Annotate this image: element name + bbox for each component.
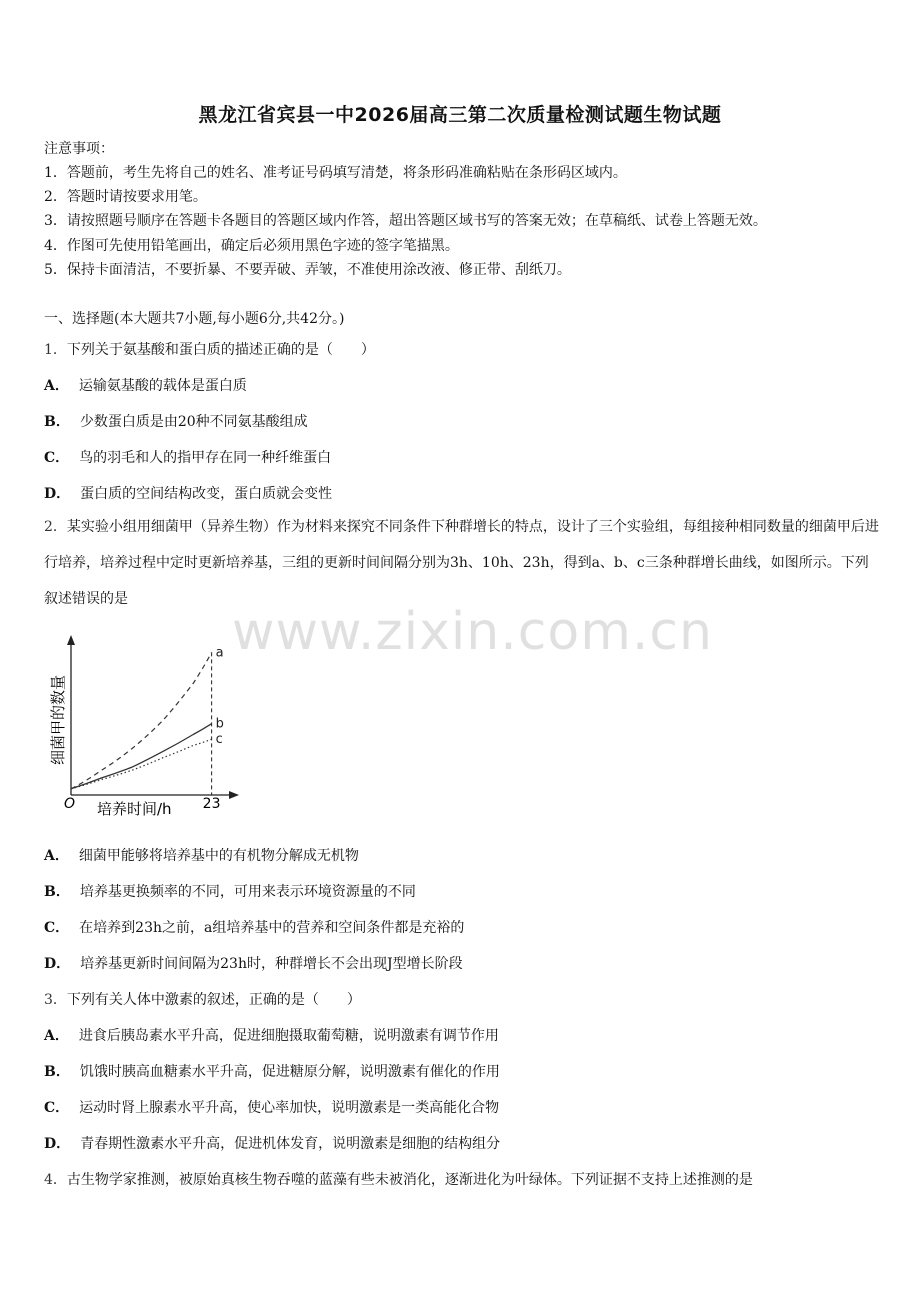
q1-option-a bbox=[44, 375, 247, 395]
notice-item: 2．答题时请按要求用笔。 bbox=[44, 189, 207, 206]
q3-option-b bbox=[44, 1061, 500, 1081]
option-letter: C． bbox=[44, 450, 70, 466]
option-letter: C． bbox=[44, 920, 70, 936]
option-text: 蛋白质的空间结构改变，蛋白质就会变性 bbox=[80, 486, 333, 502]
option-letter: C． bbox=[44, 1100, 70, 1116]
option-text: 培养基更换频率的不同，可用来表示环境资源量的不同 bbox=[79, 884, 416, 900]
option-text: 鸟的羽毛和人的指甲存在同一种纤维蛋白 bbox=[79, 450, 332, 466]
q1-option-d bbox=[44, 483, 332, 503]
x-axis-label: 培养时间/h bbox=[97, 800, 172, 818]
q2-option-a bbox=[44, 845, 359, 865]
option-letter: D． bbox=[44, 956, 71, 972]
q2-option-c bbox=[44, 917, 464, 937]
q3-option-a bbox=[44, 1025, 499, 1045]
option-text: 在培养到23h之前，a组培养基中的营养和空间条件都是充裕的 bbox=[79, 920, 465, 936]
q2-option-b bbox=[44, 881, 416, 901]
series-b-label: b bbox=[215, 716, 224, 732]
option-text: 运输氨基酸的载体是蛋白质 bbox=[78, 378, 247, 394]
question-number: 2． bbox=[44, 519, 67, 535]
question-4-stem bbox=[44, 1169, 753, 1189]
q1-option-c bbox=[44, 447, 331, 467]
q3-option-d bbox=[44, 1133, 500, 1153]
y-axis-label: 细菌甲的数量 bbox=[49, 674, 67, 766]
option-letter: D． bbox=[44, 1136, 71, 1152]
notice-item: 3．请按照题号顺序在答题卡各题目的答题区域内作答，超出答题区域书写的答案无效；在草稿纸、试卷上答题无效。 bbox=[44, 213, 767, 230]
option-text: 进食后胰岛素水平升高，促进细胞摄取葡萄糖，说明激素有调节作用 bbox=[78, 1028, 499, 1044]
option-text: 少数蛋白质是由20种不同氨基酸组成 bbox=[79, 414, 308, 430]
option-letter: A． bbox=[44, 848, 69, 864]
option-text: 运动时肾上腺素水平升高，使心率加快，说明激素是一类高能化合物 bbox=[79, 1100, 500, 1116]
question-3-stem bbox=[44, 989, 361, 1009]
notice-item: 4．作图可先使用铅笔画出，确定后必须用黑色字迹的签字笔描黑。 bbox=[44, 237, 459, 254]
watermark: www.zixin.com.cn bbox=[232, 602, 713, 662]
question-text: 下列有关人体中激素的叙述，正确的是（ ） bbox=[66, 992, 361, 1008]
series-a-line bbox=[71, 652, 212, 788]
q2-option-d bbox=[44, 953, 463, 973]
question-number: 3． bbox=[44, 992, 67, 1008]
option-letter: B． bbox=[44, 884, 70, 900]
option-letter: B． bbox=[44, 414, 70, 430]
population-growth-chart bbox=[40, 630, 250, 830]
option-letter: A． bbox=[44, 378, 69, 394]
question-2-stem bbox=[44, 509, 880, 617]
option-letter: A． bbox=[44, 1028, 69, 1044]
option-text: 细菌甲能够将培养基中的有机物分解成无机物 bbox=[78, 848, 359, 864]
question-text: 下列关于氨基酸和蛋白质的描述正确的是（ ） bbox=[66, 342, 375, 358]
notice-heading: 注意事项： bbox=[44, 141, 114, 157]
option-text: 饥饿时胰高血糖素水平升高，促进糖原分解，说明激素有催化的作用 bbox=[79, 1064, 500, 1080]
series-a-label: a bbox=[215, 645, 224, 661]
series-c-label: c bbox=[215, 732, 223, 748]
question-text: 古生物学家推测，被原始真核生物吞噬的蓝藻有些未被消化，逐渐进化为叶绿体。下列证据不支持上述推测的是 bbox=[66, 1172, 753, 1188]
question-1-stem bbox=[44, 339, 375, 359]
option-letter: D． bbox=[44, 486, 71, 502]
origin-label: O bbox=[64, 796, 76, 812]
series-b-line bbox=[71, 724, 212, 789]
option-letter: B． bbox=[44, 1064, 70, 1080]
section-header: 一、选择题(本大题共7小题,每小题6分,共42分。) bbox=[44, 311, 345, 327]
question-number: 4． bbox=[44, 1172, 67, 1188]
option-text: 培养基更新时间间隔为23h时，种群增长不会出现J型增长阶段 bbox=[80, 956, 463, 972]
page-title: 黑龙江省宾县一中2026届高三第二次质量检测试题生物试题 bbox=[198, 104, 722, 126]
notice-list bbox=[44, 161, 767, 282]
question-text: 某实验小组用细菌甲（异养生物）作为材料来探究不同条件下种群增长的特点，设计了三个实验组，每组接种相同数量的细菌甲后进行培养，培养过程中定时更新培养基，三组的更新时间间隔分别为3h、10h、23h，得到a、b、c三条种群增长曲线，如图所示。下列叙述错误的是 bbox=[44, 519, 879, 607]
notice-item: 1．答题前，考生先将自己的姓名、准考证号码填写清楚，将条形码准确粘贴在条形码区域内。 bbox=[44, 165, 627, 181]
q3-option-c bbox=[44, 1097, 499, 1117]
x-tick-label: 23 bbox=[202, 796, 221, 812]
q1-option-b bbox=[44, 411, 308, 431]
notice-item: 5．保持卡面清洁，不要折暴、不要弄破、弄皱，不准使用涂改液、修正带、刮纸刀。 bbox=[44, 261, 571, 278]
x-axis-arrow bbox=[229, 791, 239, 799]
y-axis-arrow bbox=[67, 635, 75, 645]
option-text: 青春期性激素水平升高，促进机体发育，说明激素是细胞的结构组分 bbox=[80, 1136, 501, 1152]
question-number: 1． bbox=[44, 342, 67, 358]
